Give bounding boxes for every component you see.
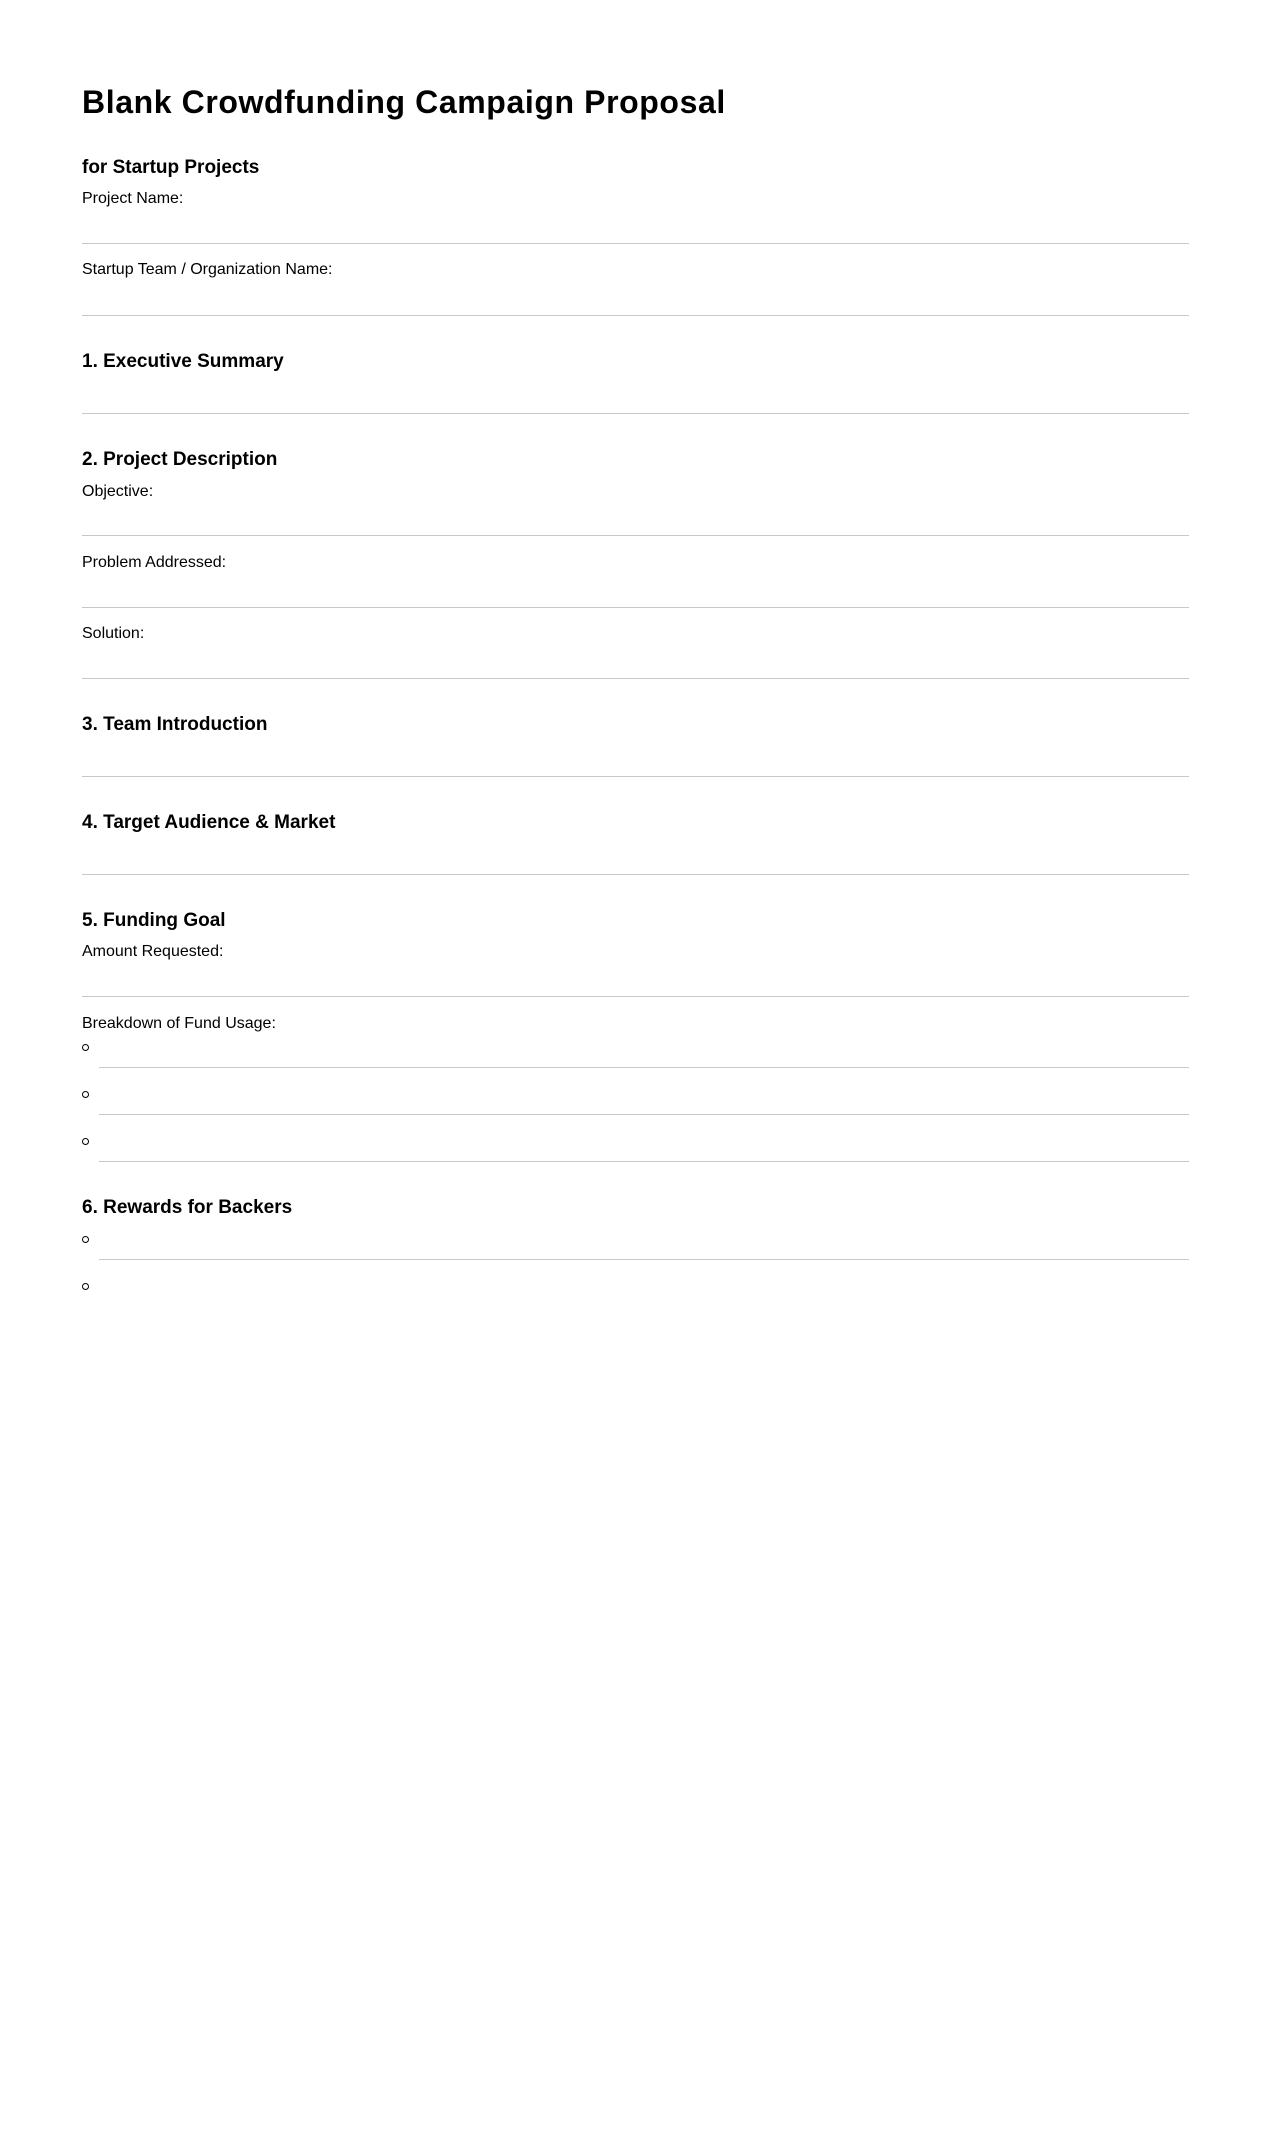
document-subtitle: for Startup Projects xyxy=(82,157,260,178)
project-name-label: Project Name: xyxy=(82,190,184,207)
list-bullet xyxy=(82,1138,89,1145)
team-name-label: Startup Team / Organization Name: xyxy=(82,261,333,278)
section-heading-project-description: 2. Project Description xyxy=(82,449,278,470)
list-bullet xyxy=(82,1091,89,1098)
section-heading-target-audience: 4. Target Audience & Market xyxy=(82,812,336,833)
objective-label: Objective: xyxy=(82,483,154,500)
project-name-field[interactable] xyxy=(82,243,1189,244)
fund-usage-label: Breakdown of Fund Usage: xyxy=(82,1015,276,1032)
fund-usage-item-field[interactable] xyxy=(99,1067,1189,1068)
problem-addressed-label: Problem Addressed: xyxy=(82,554,227,571)
list-bullet xyxy=(82,1044,89,1051)
executive-summary-field[interactable] xyxy=(82,413,1189,414)
list-bullet xyxy=(82,1236,89,1243)
document-title: Blank Crowdfunding Campaign Proposal xyxy=(82,84,726,120)
problem-addressed-field[interactable] xyxy=(82,607,1189,608)
solution-label: Solution: xyxy=(82,625,145,642)
target-audience-field[interactable] xyxy=(82,874,1189,875)
section-heading-rewards: 6. Rewards for Backers xyxy=(82,1197,293,1218)
team-name-field[interactable] xyxy=(82,315,1189,316)
section-heading-team-introduction: 3. Team Introduction xyxy=(82,714,268,735)
reward-item-field[interactable] xyxy=(99,1259,1189,1260)
team-introduction-field[interactable] xyxy=(82,776,1189,777)
fund-usage-item-field[interactable] xyxy=(99,1114,1189,1115)
list-bullet xyxy=(82,1283,89,1290)
amount-requested-field[interactable] xyxy=(82,996,1189,997)
section-heading-funding-goal: 5. Funding Goal xyxy=(82,910,226,931)
amount-requested-label: Amount Requested: xyxy=(82,943,224,960)
fund-usage-item-field[interactable] xyxy=(99,1161,1189,1162)
objective-field[interactable] xyxy=(82,535,1189,536)
section-heading-executive-summary: 1. Executive Summary xyxy=(82,351,284,372)
solution-field[interactable] xyxy=(82,678,1189,679)
